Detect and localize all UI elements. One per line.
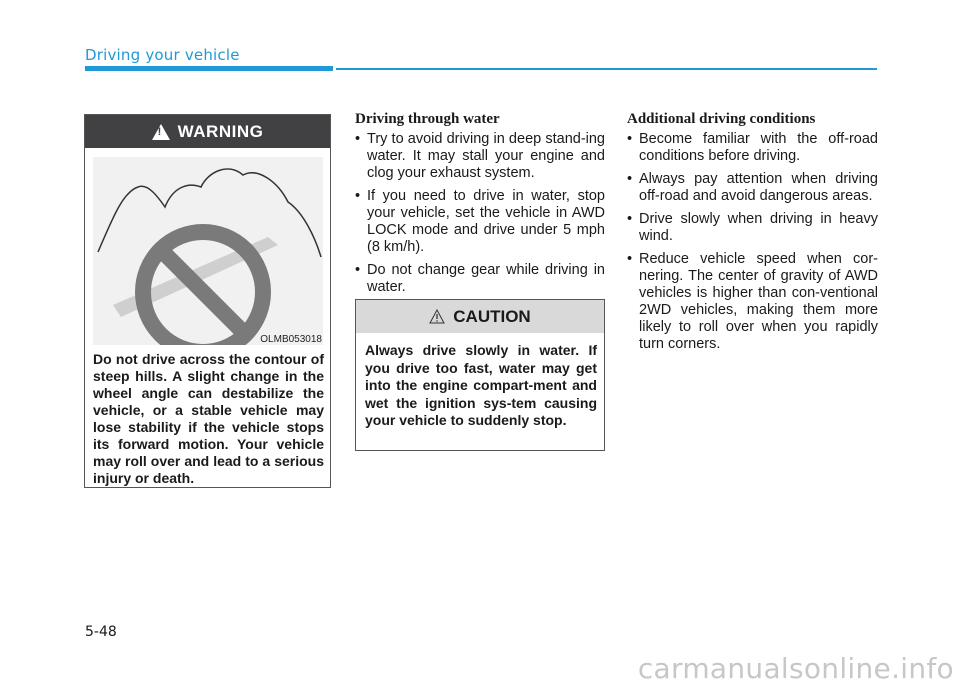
list-item: • Reduce vehicle speed when cor-nering. The center of gravity of AWD vehicles is higher than con-ventional 2WD vehicles, making them more likely to roll over when you rapidly turn corners. <box>627 251 878 353</box>
image-code: OLMB053018 <box>260 334 322 345</box>
caution-triangle-icon <box>429 309 445 324</box>
additional-bullet-list <box>627 131 878 359</box>
caution-text: Always drive slowly in water. If you drive too fast, water may get into the engine compart-ment and wet the ignition sys-tem causing your vehicle to suddenly stop. <box>365 342 597 428</box>
caution-box <box>355 299 605 451</box>
caution-header <box>356 300 604 333</box>
warning-triangle-icon <box>152 124 170 140</box>
section-header-title: Driving your vehicle <box>85 46 240 64</box>
list-item: • Always pay attention when driving off-road and avoid dangerous areas. <box>627 171 878 205</box>
list-item: • If you need to drive in water, stop your vehicle, set the vehicle in AWD LOCK mode and drive under 5 mph (8 km/h). <box>355 188 605 256</box>
hill-prohibition-illustration <box>93 157 323 345</box>
warning-label: WARNING <box>177 121 264 141</box>
list-item: • Drive slowly when driving in heavy wind. <box>627 211 878 245</box>
additional-section-title: Additional driving conditions <box>627 111 816 127</box>
warning-box <box>84 114 331 488</box>
warning-text: Do not drive across the contour of steep hills. A slight change in the wheel angle can destabilize the vehicle, or a stable vehicle may lose stability if the vehicle stops its forward motion. Your vehicle may roll over and lead to a serious injury or death. <box>93 351 324 486</box>
header-accent-bar <box>85 66 333 71</box>
list-item: • Try to avoid driving in deep stand-ing water. It may stall your engine and clog your exhaust system. <box>355 131 605 182</box>
water-section-title: Driving through water <box>355 111 500 127</box>
list-item: • Do not change gear while driving in water. <box>355 262 605 296</box>
warning-header <box>85 115 330 148</box>
caution-label: CAUTION <box>453 306 531 326</box>
header-rule <box>336 68 877 70</box>
page-number: 5-48 <box>85 624 117 640</box>
watermark: carmanualsonline.info <box>637 652 954 685</box>
list-item: • Become familiar with the off-road conditions before driving. <box>627 131 878 165</box>
water-bullet-list <box>355 131 605 302</box>
